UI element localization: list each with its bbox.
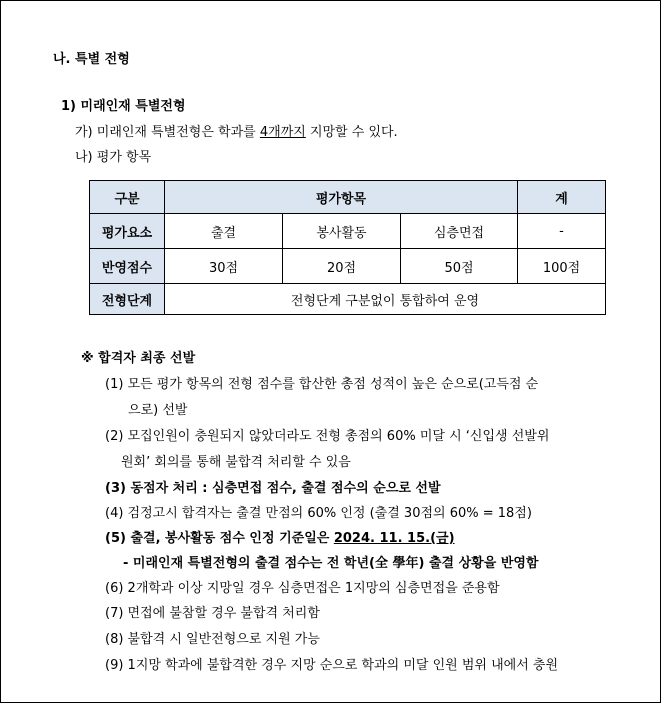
header-items: 평가항목 bbox=[165, 181, 518, 214]
note-5 bbox=[105, 531, 455, 547]
note-1-line-1: (1) 모든 평가 항목의 전형 점수를 합산한 총점 성적이 높은 순으로(고득점 순 bbox=[105, 377, 539, 392]
note-7: (7) 면접에 불참할 경우 불합격 처리함 bbox=[105, 606, 320, 621]
table-cell: 출결 bbox=[165, 214, 283, 249]
item-na: 나) 평가 항목 bbox=[75, 150, 152, 165]
table-cell: 30점 bbox=[165, 249, 283, 284]
note-1-line-2: 으로) 선발 bbox=[128, 403, 188, 418]
stage-value: 전형단계 구분없이 통합하여 운영 bbox=[165, 284, 606, 315]
note-5-prefix: (5) 출결, 봉사활동 점수 인정 기준일은 bbox=[105, 531, 334, 546]
note-5-sub: - 미래인재 특별전형의 출결 점수는 전 학년(全 學年) 출결 상황을 반영함 bbox=[123, 556, 539, 571]
item-ga-underlined: 4개까지 bbox=[259, 125, 306, 140]
table-cell: 봉사활동 bbox=[283, 214, 401, 249]
evaluation-table bbox=[89, 180, 606, 315]
table-cell: 20점 bbox=[283, 249, 401, 284]
note-3: (3) 동점자 처리 : 심층면접 점수, 출결 점수의 순으로 선발 bbox=[105, 481, 441, 496]
row-label: 평가요소 bbox=[90, 214, 165, 249]
row-label: 반영점수 bbox=[90, 249, 165, 284]
note-2-line-2: 원회’ 회의를 통해 불합격 처리할 수 있음 bbox=[121, 455, 351, 470]
note-2-line-1: (2) 모집인원이 충원되지 않았더라도 전형 총점의 60% 미달 시 ‘신입생 선발위 bbox=[105, 429, 550, 444]
note-4: (4) 검정고시 합격자는 출결 만점의 60% 인정 (출결 30점의 60% = 18점) bbox=[105, 506, 532, 521]
table-row bbox=[90, 214, 606, 249]
section-title: 나. 특별 전형 bbox=[53, 52, 130, 67]
table-header-row bbox=[90, 181, 606, 214]
table-row-stage bbox=[90, 284, 606, 315]
item-ga-prefix: 가) 미래인재 특별전형은 학과를 bbox=[75, 125, 260, 140]
note-8: (8) 불합격 시 일반전형으로 지원 가능 bbox=[105, 632, 320, 647]
table-cell: 50점 bbox=[401, 249, 518, 284]
table-cell: 심층면접 bbox=[401, 214, 518, 249]
subsection-title: 1) 미래인재 특별전형 bbox=[61, 99, 186, 114]
table-row bbox=[90, 249, 606, 284]
table-cell: - bbox=[518, 214, 606, 249]
row-label: 전형단계 bbox=[90, 284, 165, 315]
note-5-date: 2024. 11. 15.(금) bbox=[333, 531, 455, 546]
header-total: 계 bbox=[518, 181, 606, 214]
header-category: 구분 bbox=[90, 181, 165, 214]
table-cell: 100점 bbox=[518, 249, 606, 284]
notes-title: ※ 합격자 최종 선발 bbox=[81, 351, 196, 366]
note-9: (9) 1지망 학과에 불합격한 경우 지망 순으로 학과의 미달 인원 범위 내에서 충원 bbox=[105, 658, 559, 673]
item-ga bbox=[75, 125, 398, 141]
note-6: (6) 2개학과 이상 지망일 경우 심층면접은 1지망의 심층면접을 준용함 bbox=[105, 581, 500, 596]
item-ga-suffix: 지망할 수 있다. bbox=[305, 125, 398, 140]
